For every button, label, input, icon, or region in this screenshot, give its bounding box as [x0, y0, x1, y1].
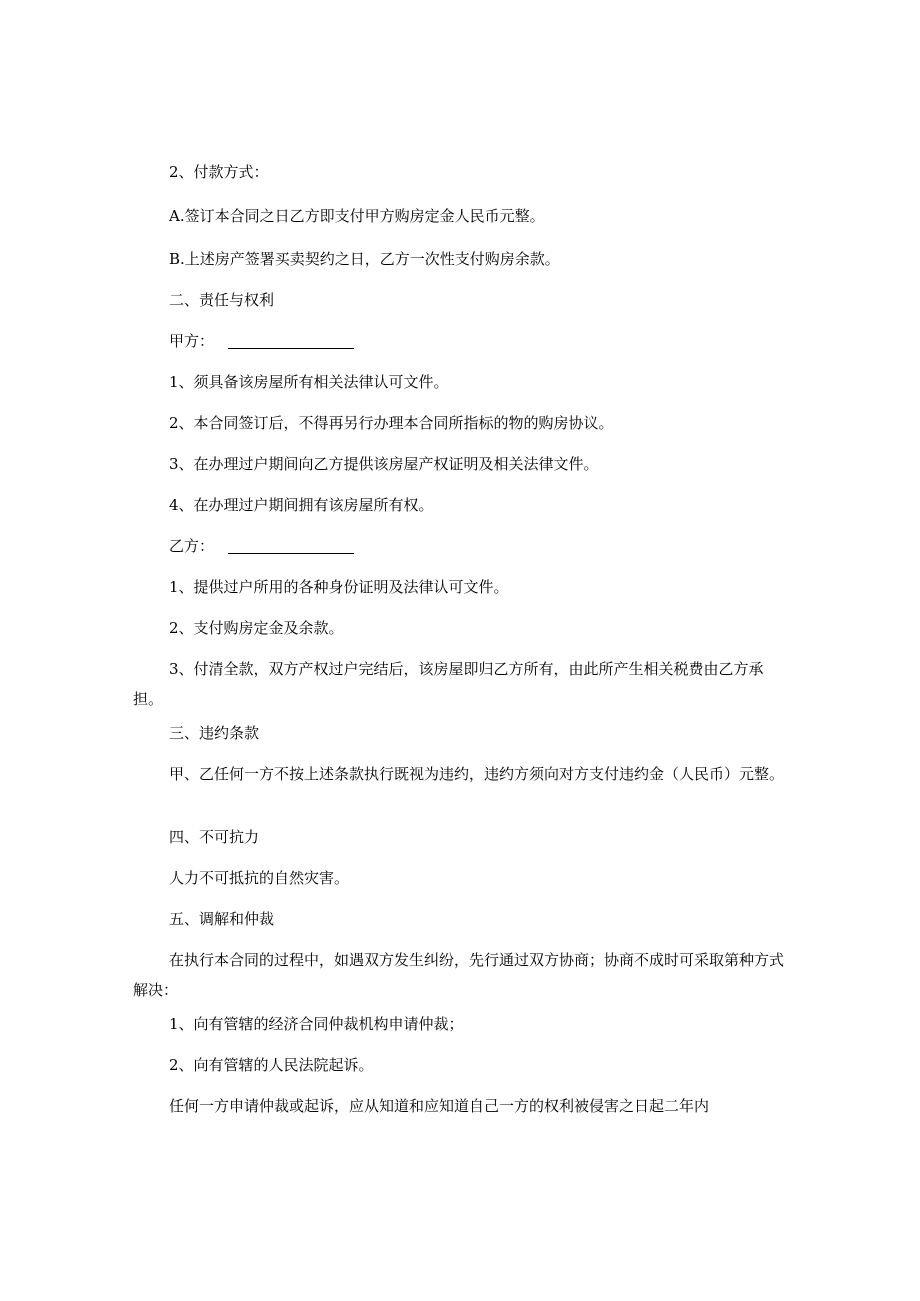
paragraph-text: 3、在办理过户期间向乙方提供该房屋产权证明及相关法律文件。: [169, 455, 599, 473]
paragraph-dispute: [133, 945, 789, 1005]
paragraph-payment-method: [133, 157, 789, 187]
paragraph-text: B.上述房产签署买卖契约之日，乙方一次性支付购房余款。: [169, 250, 560, 268]
heading-text: 三、违约条款: [169, 724, 260, 742]
paragraph-a4: [133, 490, 789, 520]
paragraph-deposit: [133, 201, 789, 231]
paragraph-text: 1、须具备该房屋所有相关法律认可文件。: [169, 373, 449, 391]
paragraph-b1: [133, 572, 789, 602]
paragraph-text: 3、付清全款，双方产权过户完结后，该房屋即归乙方所有，由此所产生相关税费由乙方承担。: [133, 660, 764, 708]
paragraph-text: 在执行本合同的过程中，如遇双方发生纠纷，先行通过双方协商；协商不成时可采取第种方式解决：: [133, 951, 785, 999]
heading-text: 二、责任与权利: [169, 291, 275, 309]
paragraph-text: 2、向有管辖的人民法院起诉。: [169, 1056, 374, 1074]
party-b-label: [133, 531, 789, 561]
paragraph-a3: [133, 449, 789, 479]
paragraph-a2: [133, 408, 789, 438]
section-heading-responsibilities: [133, 285, 789, 315]
paragraph-text: 4、在办理过户期间拥有该房屋所有权。: [169, 496, 434, 514]
heading-text: 五、调解和仲裁: [169, 910, 275, 928]
paragraph-text: 2、支付购房定金及余款。: [169, 619, 344, 637]
paragraph-b3: [133, 654, 789, 714]
paragraph-text: 任何一方申请仲裁或起诉，应从知道和应知道自己一方的权利被侵害之日起二年内: [169, 1097, 710, 1115]
paragraph-a1: [133, 367, 789, 397]
section-heading-breach: [133, 718, 789, 748]
paragraph-text: 1、向有管辖的经济合同仲裁机构申请仲裁；: [169, 1015, 464, 1033]
label-text: 乙方：: [169, 537, 215, 555]
section-heading-force-majeure: [133, 822, 789, 852]
paragraph-text: 2、付款方式：: [169, 163, 269, 181]
paragraph-breach: [133, 759, 789, 789]
paragraph-force-majeure: [133, 863, 789, 893]
paragraph-b2: [133, 613, 789, 643]
paragraph-text: 甲、乙任何一方不按上述条款执行既视为违约，违约方须向对方支付违约金（人民币）元整。: [169, 765, 785, 783]
paragraph-time-limit: [133, 1091, 789, 1121]
party-a-signature-blank: [228, 332, 354, 349]
paragraph-text: 2、本合同签订后，不得再另行办理本合同所指标的物的购房协议。: [169, 414, 614, 432]
paragraph-arbitration-option: [133, 1009, 789, 1039]
paragraph-balance: [133, 244, 789, 274]
party-a-label: [133, 326, 789, 356]
label-text: 甲方：: [169, 332, 215, 350]
heading-text: 四、不可抗力: [169, 828, 260, 846]
section-heading-arbitration: [133, 904, 789, 934]
paragraph-text: 人力不可抵抗的自然灾害。: [169, 869, 350, 887]
party-b-signature-blank: [228, 537, 354, 554]
paragraph-text: 1、提供过户所用的各种身份证明及法律认可文件。: [169, 578, 509, 596]
paragraph-court-option: [133, 1050, 789, 1080]
paragraph-text: A.签订本合同之日乙方即支付甲方购房定金人民币元整。: [169, 207, 545, 225]
